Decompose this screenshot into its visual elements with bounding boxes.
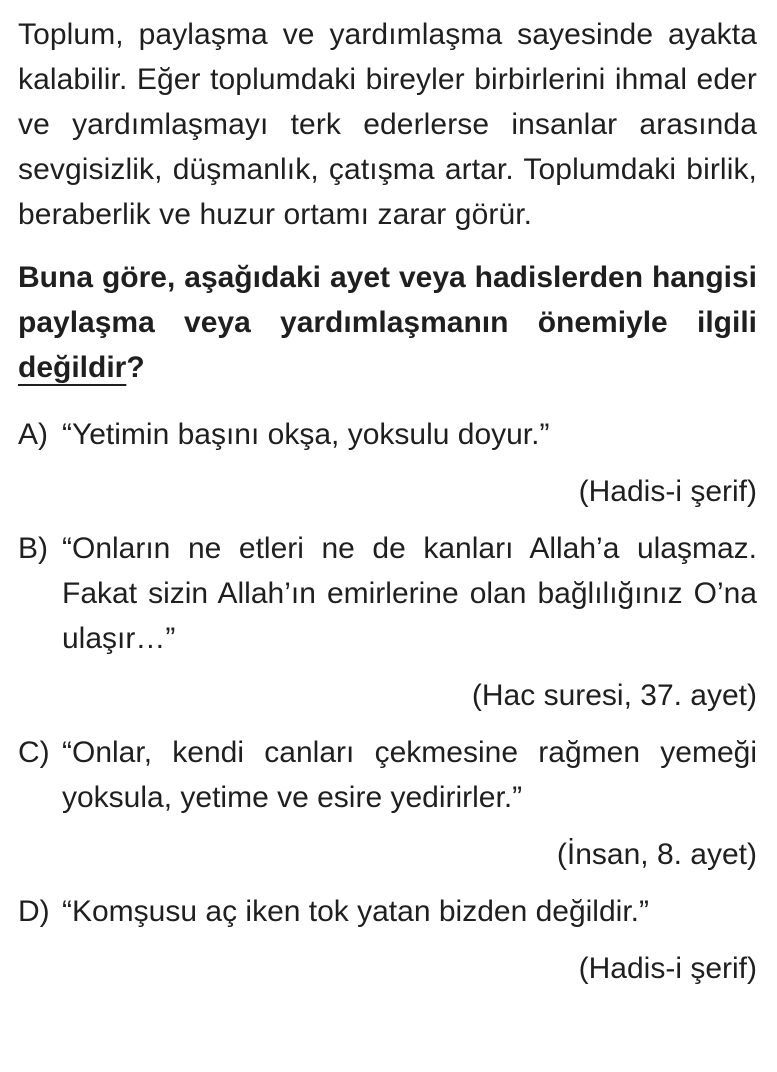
option-b[interactable] — [18, 526, 757, 718]
option-source: (Hadis-i şerif) — [578, 475, 757, 508]
option-d[interactable] — [18, 889, 757, 991]
option-letter: B) — [18, 532, 48, 565]
option-letter: C) — [18, 736, 50, 769]
option-a[interactable] — [18, 412, 757, 514]
option-c[interactable] — [18, 730, 757, 877]
option-text: “Yetimin başını okşa, yoksulu doyur.” — [62, 418, 550, 451]
option-source: (Hac suresi, 37. ayet) — [471, 679, 757, 712]
passage-text: Toplum, paylaşma ve yardımlaşma sayesinde ayakta kalabilir. Eğer toplumdaki bireyler birbirlerini ihmal eder ve yardımlaşmayı terk ederlerse insanlar arasında sevgisizlik, düşmanlık, çatışma artar. Toplumdaki birlik, beraberlik ve huzur ortamı zarar görür. — [18, 18, 757, 231]
question-negation-word: değildir — [18, 351, 127, 384]
question-page — [18, 0, 757, 1003]
option-text: “Onların ne etleri ne de kanları Allah’a ulaşmaz. Fakat sizin Allah’ın emirlerine olan bağlılığınız O’na ulaşır…” — [62, 532, 757, 655]
option-letter: D) — [18, 895, 50, 928]
question-text: Buna göre, aşağıdaki ayet veya hadislerden hangisi paylaşma veya yardımlaşmanın önemiyle ilgili — [18, 261, 757, 339]
option-source: (İnsan, 8. ayet) — [556, 838, 757, 871]
answer-options — [18, 412, 757, 991]
question-mark: ? — [126, 351, 145, 384]
option-letter: A) — [18, 418, 48, 451]
question-stem — [18, 255, 757, 390]
option-source: (Hadis-i şerif) — [578, 952, 757, 985]
option-text: “Komşusu aç iken tok yatan bizden değildir.” — [62, 895, 649, 928]
option-text: “Onlar, kendi canları çekmesine rağmen yemeği yoksula, yetime ve esire yedirirler.” — [62, 736, 757, 814]
